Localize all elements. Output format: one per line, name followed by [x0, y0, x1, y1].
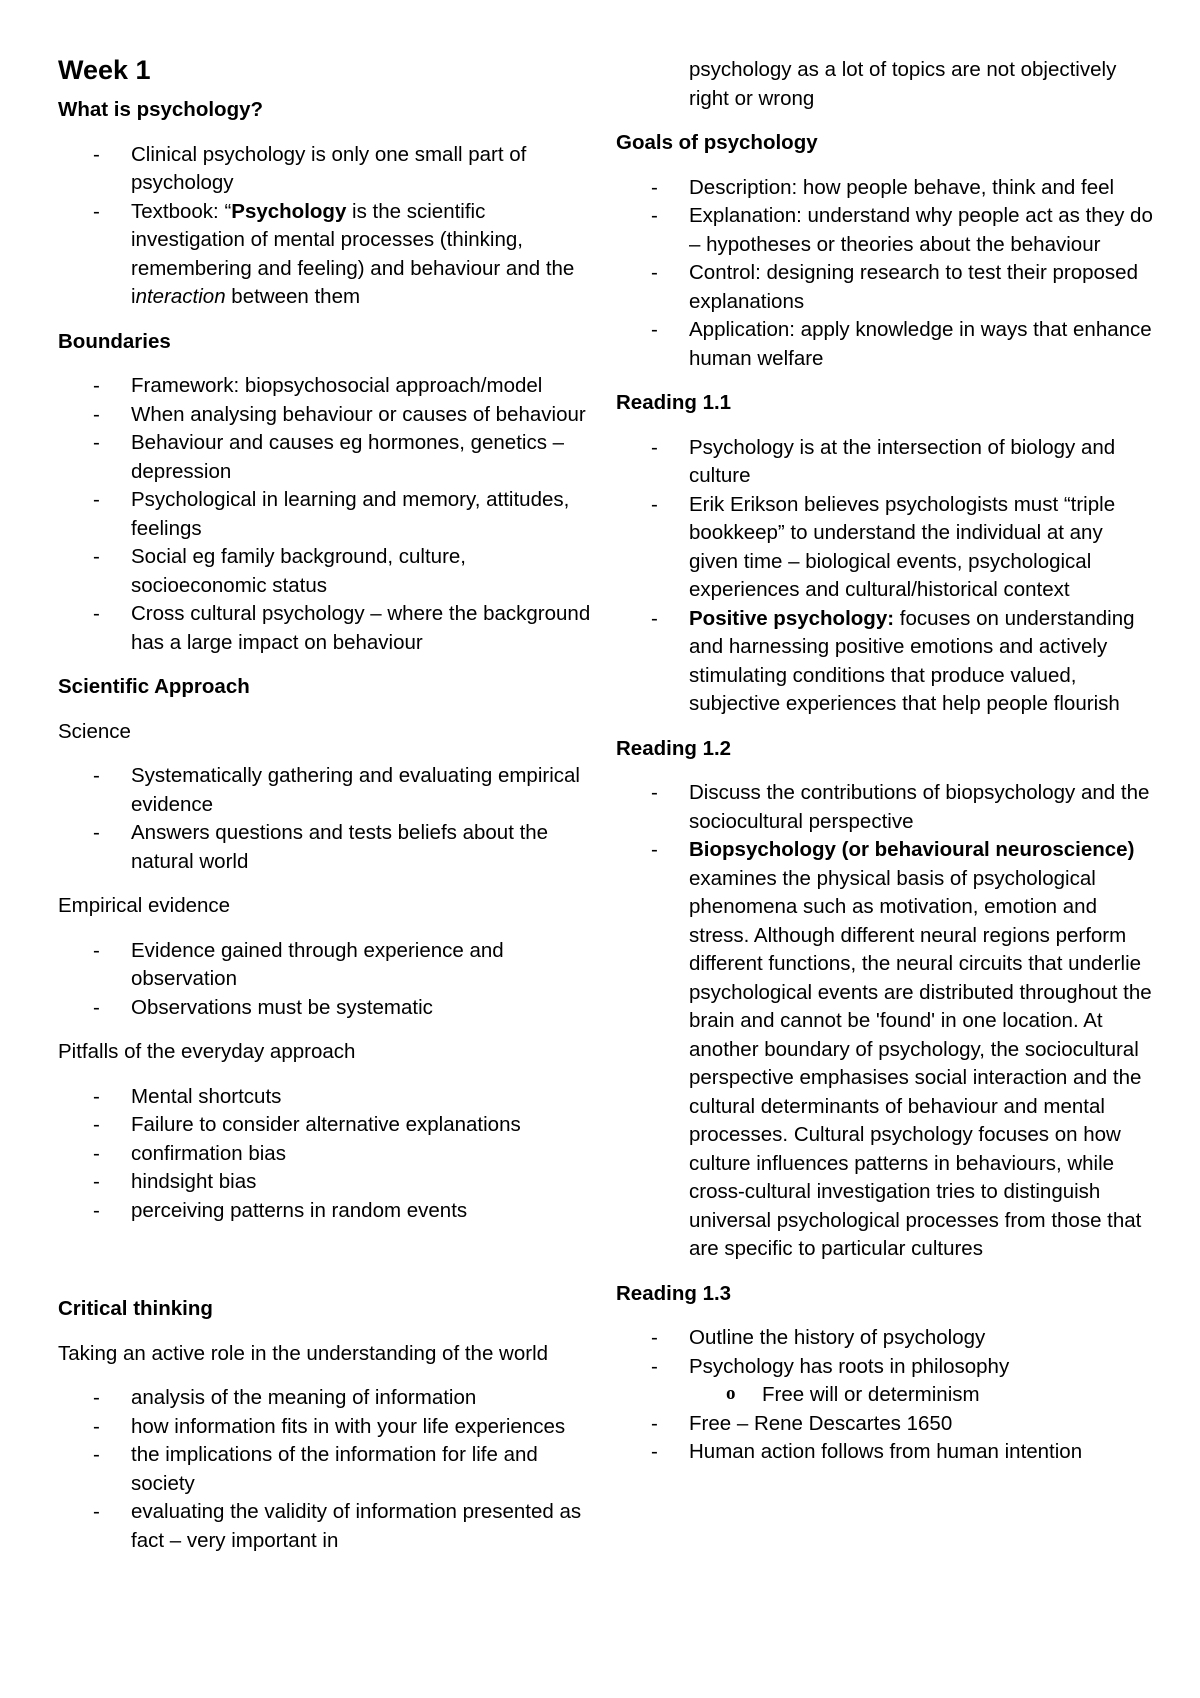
list-item: - Psychology is at the intersection of biology and culture [689, 434, 1156, 491]
list-item: - Failure to consider alternative explanations [131, 1111, 598, 1140]
heading-critical-thinking: Critical thinking [58, 1297, 213, 1320]
list-item: - Systematically gathering and evaluating empirical evidence [131, 762, 598, 819]
list-item: - confirmation bias [131, 1140, 598, 1169]
list-item: - perceiving patterns in random events [131, 1197, 598, 1226]
science-label: Science [58, 719, 131, 743]
heading-what-is-psychology: What is psychology? [58, 98, 264, 121]
list-item: - evaluating the validity of information presented as fact – very important in [131, 1498, 598, 1555]
heading-boundaries: Boundaries [58, 329, 171, 353]
pitfalls-label: Pitfalls of the everyday approach [58, 1040, 356, 1063]
list-item: - Description: how people behave, think and feel [689, 174, 1156, 203]
critical-thinking-intro: Taking an active role in the understanding of the world [58, 1341, 549, 1365]
list-item: - Biopsychology (or behavioural neuroscience) examines the physical basis of psychological phenomena such as motivation, emotion and stress. Although different neural regions perform different functions, the neural circuits that underlie psychological events are distributed throughout the brain and cannot be 'found' in one location. At another boundary of psychology, the sociocultural perspective emphasises social interaction and the cultural determinants of behaviour and mental processes. Cultural psychology focuses on how culture influences patterns in behaviours, while cross-cultural investigation tries to distinguish universal psychological processes from those that are specific to particular cultures [689, 836, 1156, 1264]
list-item: - Social eg family background, culture, socioeconomic status [131, 543, 598, 600]
spacer [58, 1241, 598, 1281]
sub-list [689, 1381, 1156, 1410]
heading-goals: Goals of psychology [616, 131, 818, 154]
heading-reading-1-1: Reading 1.1 [616, 391, 732, 414]
critical-thinking-list [58, 1384, 598, 1555]
reading-1-2-list [616, 779, 1156, 1264]
list-item: - Psychological in learning and memory, attitudes, feelings [131, 486, 598, 543]
left-column [58, 52, 598, 1571]
list-item: - Behaviour and causes eg hormones, genetics – depression [131, 429, 598, 486]
page-title: Week 1 [58, 55, 151, 85]
list-item: - Free – Rene Descartes 1650 [689, 1410, 1156, 1439]
science-list [58, 762, 598, 876]
list-item: - the implications of the information for life and society [131, 1441, 598, 1498]
empirical-list [58, 937, 598, 1023]
list-item: - Framework: biopsychosocial approach/model [131, 372, 598, 401]
list-item: - Human action follows from human intention [689, 1438, 1156, 1467]
list-item: - Positive psychology: focuses on understanding and harnessing positive emotions and actively stimulating conditions that produce valued, subjective experiences that help people flourish [689, 605, 1156, 719]
list-item: - Mental shortcuts [131, 1083, 598, 1112]
list-item: - how information fits in with your life experiences [131, 1413, 598, 1442]
pitfalls-list [58, 1083, 598, 1226]
reading-1-1-list [616, 434, 1156, 719]
what-is-list [58, 141, 598, 312]
list-item: - Clinical psychology is only one small part of psychology [131, 141, 598, 198]
list-item: - Answers questions and tests beliefs about the natural world [131, 819, 598, 876]
list-item: - hindsight bias [131, 1168, 598, 1197]
list-item: - Outline the history of psychology [689, 1324, 1156, 1353]
list-item: - Explanation: understand why people act as they do – hypotheses or theories about the behaviour [689, 202, 1156, 259]
list-item: - Psychology has roots in philosophy o Free will or determinism [689, 1353, 1156, 1410]
right-column [616, 56, 1156, 1483]
boundaries-list [58, 372, 598, 657]
continued-list [616, 56, 1156, 113]
list-item: - Evidence gained through experience and observation [131, 937, 598, 994]
empirical-evidence-label: Empirical evidence [58, 894, 231, 917]
list-item: - Application: apply knowledge in ways that enhance human welfare [689, 316, 1156, 373]
list-item: - When analysing behaviour or causes of behaviour [131, 401, 598, 430]
list-item: - Discuss the contributions of biopsychology and the sociocultural perspective [689, 779, 1156, 836]
goals-list [616, 174, 1156, 374]
list-item: - Erik Erikson believes psychologists must “triple bookkeep” to understand the individual at any given time – biological events, psychological experiences and cultural/historical context [689, 491, 1156, 605]
heading-reading-1-3: Reading 1.3 [616, 1281, 732, 1305]
reading-1-3-list [616, 1324, 1156, 1467]
list-item: - Control: designing research to test their proposed explanations [689, 259, 1156, 316]
list-item: - Textbook: “Psychology is the scientific investigation of mental processes (thinking, remembering and feeling) and behaviour and the interaction between them [131, 198, 598, 312]
sub-list-item: o Free will or determinism [762, 1381, 1156, 1410]
list-item: - analysis of the meaning of information [131, 1384, 598, 1413]
list-item: - Cross cultural psychology – where the background has a large impact on behaviour [131, 600, 598, 657]
list-item-continuation: psychology as a lot of topics are not objectively right or wrong [689, 58, 1117, 110]
heading-reading-1-2: Reading 1.2 [616, 736, 732, 760]
heading-scientific-approach: Scientific Approach [58, 675, 250, 698]
list-item: - Observations must be systematic [131, 994, 598, 1023]
